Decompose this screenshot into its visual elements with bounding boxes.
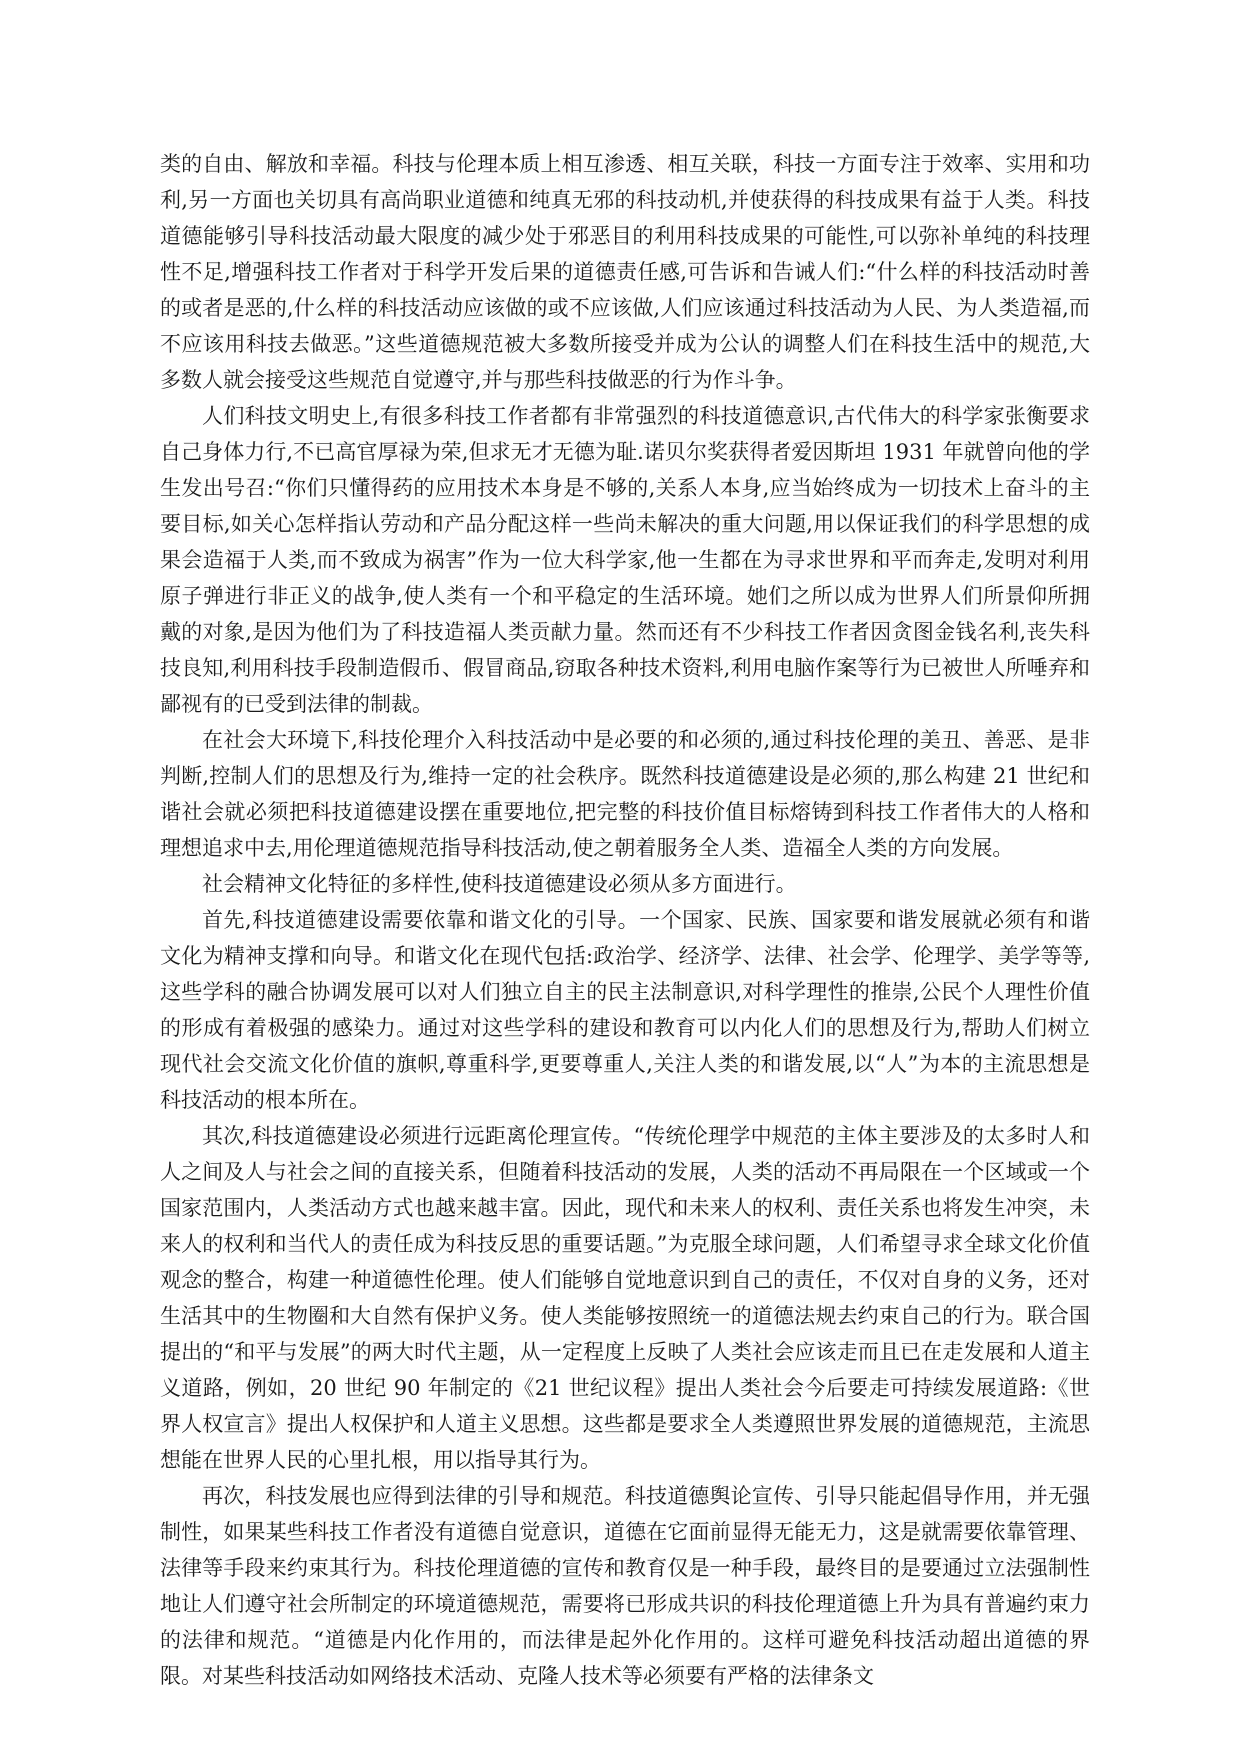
paragraph-3: 在社会大环境下,科技伦理介入科技活动中是必要的和必须的,通过科技伦理的美丑、善恶、是非判断,控制人们的思想及行为,维持一定的社会秩序。既然科技道德建设是必须的,那么构建 21 世纪和谐社会就必须把科技道德建设摆在重要地位,把完整的科技价值目标熔铸到科技工作者伟大的人格和理想追求中去,用伦理道德规范指导科技活动,使之朝着服务全人类、造福全人类的方向发展。 bbox=[160, 728, 1090, 860]
paragraph-4: 社会精神文化特征的多样性,使科技道德建设必须从多方面进行。 bbox=[202, 872, 797, 896]
paragraph-5: 首先,科技道德建设需要依靠和谐文化的引导。一个国家、民族、国家要和谐发展就必须有和谐文化为精神支撑和向导。和谐文化在现代包括:政治学、经济学、法律、社会学、伦理学、美学等等,这些学科的融合协调发展可以对人们独立自主的民主法制意识,对科学理性的推崇,公民个人理性价值的形成有着极强的感染力。通过对这些学科的建设和教育可以内化人们的思想及行为,帮助人们树立现代社会交流文化价值的旗帜,尊重科学,更要尊重人,关注人类的和谐发展,以“人”为本的主流思想是科技活动的根本所在。 bbox=[160, 908, 1090, 1112]
paragraph-1: 类的自由、解放和幸福。科技与伦理本质上相互渗透、相互关联，科技一方面专注于效率、实用和功利,另一方面也关切具有高尚职业道德和纯真无邪的科技动机,并使获得的科技成果有益于人类。科技道德能够引导科技活动最大限度的减少处于邪恶目的利用科技成果的可能性,可以弥补单纯的科技理性不足,增强科技工作者对于科学开发后果的道德责任感,可告诉和告诫人们:“什么样的科技活动时善的或者是恶的,什么样的科技活动应该做的或不应该做,人们应该通过科技活动为人民、为人类造福,而不应该用科技去做恶。”这些道德规范被大多数所接受并成为公认的调整人们在科技生活中的规范,大多数人就会接受这些规范自觉遵守,并与那些科技做恶的行为作斗争。 bbox=[160, 152, 1090, 392]
paragraph-7: 再次，科技发展也应得到法律的引导和规范。科技道德舆论宣传、引导只能起倡导作用，并无强制性，如果某些科技工作者没有道德自觉意识，道德在它面前显得无能无力，这是就需要依靠管理、法律等手段来约束其行为。科技伦理道德的宣传和教育仅是一种手段，最终目的是要通过立法强制性地让人们遵守社会所制定的环境道德规范，需要将已形成共识的科技伦理道德上升为具有普遍约束力的法律和规范。“道德是内化作用的，而法律是起外化作用的。这样可避免科技活动超出道德的界限。对某些科技活动如网络技术活动、克隆人技术等必须要有严格的法律条文 bbox=[160, 1484, 1090, 1688]
body-text bbox=[160, 146, 1090, 1694]
paragraph-6: 其次,科技道德建设必须进行远距离伦理宣传。“传统伦理学中规范的主体主要涉及的太多时人和人之间及人与社会之间的直接关系，但随着科技活动的发展，人类的活动不再局限在一个区域或一个国家范围内，人类活动方式也越来越丰富。因此，现代和未来人的权利、责任关系也将发生冲突，未来人的权利和当代人的责任成为科技反思的重要话题。”为克服全球问题，人们希望寻求全球文化价值观念的整合，构建一种道德性伦理。使人们能够自觉地意识到自己的责任，不仅对自身的义务，还对生活其中的生物圈和大自然有保护义务。使人类能够按照统一的道德法规去约束自己的行为。联合国提出的“和平与发展”的两大时代主题，从一定程度上反映了人类社会应该走而且已在走发展和人道主义道路，例如，20 世纪 90 年制定的《21 世纪议程》提出人类社会今后要走可持续发展道路:《世界人权宣言》提出人权保护和人道主义思想。这些都是要求全人类遵照世界发展的道德规范，主流思想能在世界人民的心里扎根，用以指导其行为。 bbox=[160, 1124, 1090, 1472]
paragraph-2: 人们科技文明史上,有很多科技工作者都有非常强烈的科技道德意识,古代伟大的科学家张衡要求自己身体力行,不已高官厚禄为荣,但求无才无德为耻.诺贝尔奖获得者爱因斯坦 1931 年就曾向他的学生发出号召:“你们只懂得药的应用技术本身是不够的,关系人本身,应当始终成为一切技术上奋斗的主要目标,如关心怎样指认劳动和产品分配这样一些尚未解决的重大问题,用以保证我们的科学思想的成果会造福于人类,而不致成为祸害”作为一位大科学家,他一生都在为寻求世界和平而奔走,发明对利用原子弹进行非正义的战争,使人类有一个和平稳定的生活环境。她们之所以成为世界人们所景仰所拥戴的对象,是因为他们为了科技造福人类贡献力量。然而还有不少科技工作者因贪图金钱名利,丧失科技良知,利用科技手段制造假币、假冒商品,窃取各种技术资料,利用电脑作案等行为已被世人所唾弃和鄙视有的已受到法律的制裁。 bbox=[160, 404, 1090, 716]
